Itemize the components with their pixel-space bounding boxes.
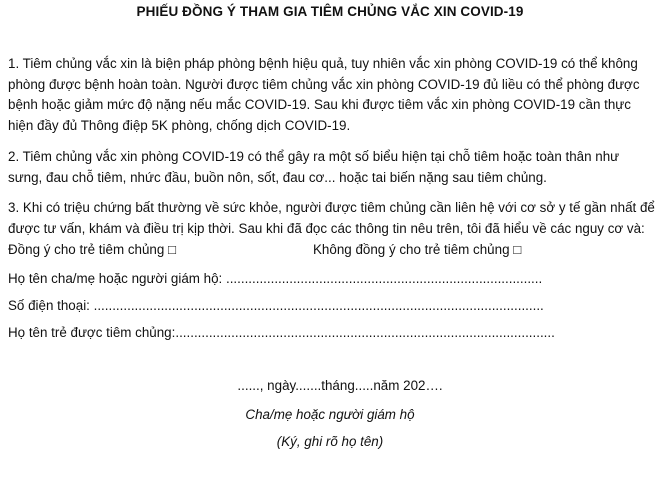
signature-note: (Ký, ghi rõ họ tên) xyxy=(276,434,384,449)
paragraph-1: 1. Tiêm chủng vắc xin là biện pháp phòng bệnh hiệu quả, tuy nhiên vắc xin phòng COVID-19 có thể không phòng được bệnh hoàn toàn. Người được tiêm chủng vắc xin phòng COVID-19 đủ liều có thể phòng được bệnh hoặc giảm mức độ nặng nếu mắc COVID-19. Sau khi được tiêm vắc xin phòng COVID-19 cần thực hiện đầy đủ Thông điệp 5K phòng, chống dịch COVID-19. xyxy=(8,56,640,133)
disagree-checkbox-label: Không đồng ý cho trẻ tiêm chủng □ xyxy=(313,242,522,257)
paragraph-2: 2. Tiêm chủng vắc xin phòng COVID-19 có thể gây ra một số biểu hiện tại chỗ tiêm hoặc toàn thân như sưng, đau chỗ tiêm, nhức đầu, buồn nôn, sốt, đau cơ... hoặc tai biến nặng sau tiêm chủng. xyxy=(8,149,620,185)
guardian-name-field: Họ tên cha/mẹ hoặc người giám hộ: ..................................................................................... xyxy=(8,271,543,286)
child-name-field: Họ tên trẻ được tiêm chủng:...................................................................................................... xyxy=(8,325,555,340)
agree-checkbox-label: Đồng ý cho trẻ tiêm chủng □ xyxy=(8,242,177,257)
signer-label: Cha/mẹ hoặc người giám hộ xyxy=(245,407,415,422)
phone-field: Số điện thoại: ......................................................................................................................... xyxy=(8,298,544,313)
paragraph-3: 3. Khi có triệu chứng bất thường về sức khỏe, người được tiêm chủng cần liên hệ với cơ sở y tế gần nhất để được tư vấn, khám và điều trị kịp thời. Sau khi đã đọc các thông tin nêu trên, tôi đã hiểu về các nguy cơ và: xyxy=(8,200,655,236)
date-line: ......, ngày.......tháng.....năm 202…. xyxy=(237,378,443,393)
document-title: PHIẾU ĐỒNG Ý THAM GIA TIÊM CHỦNG VẮC XIN COVID-19 xyxy=(136,4,524,19)
